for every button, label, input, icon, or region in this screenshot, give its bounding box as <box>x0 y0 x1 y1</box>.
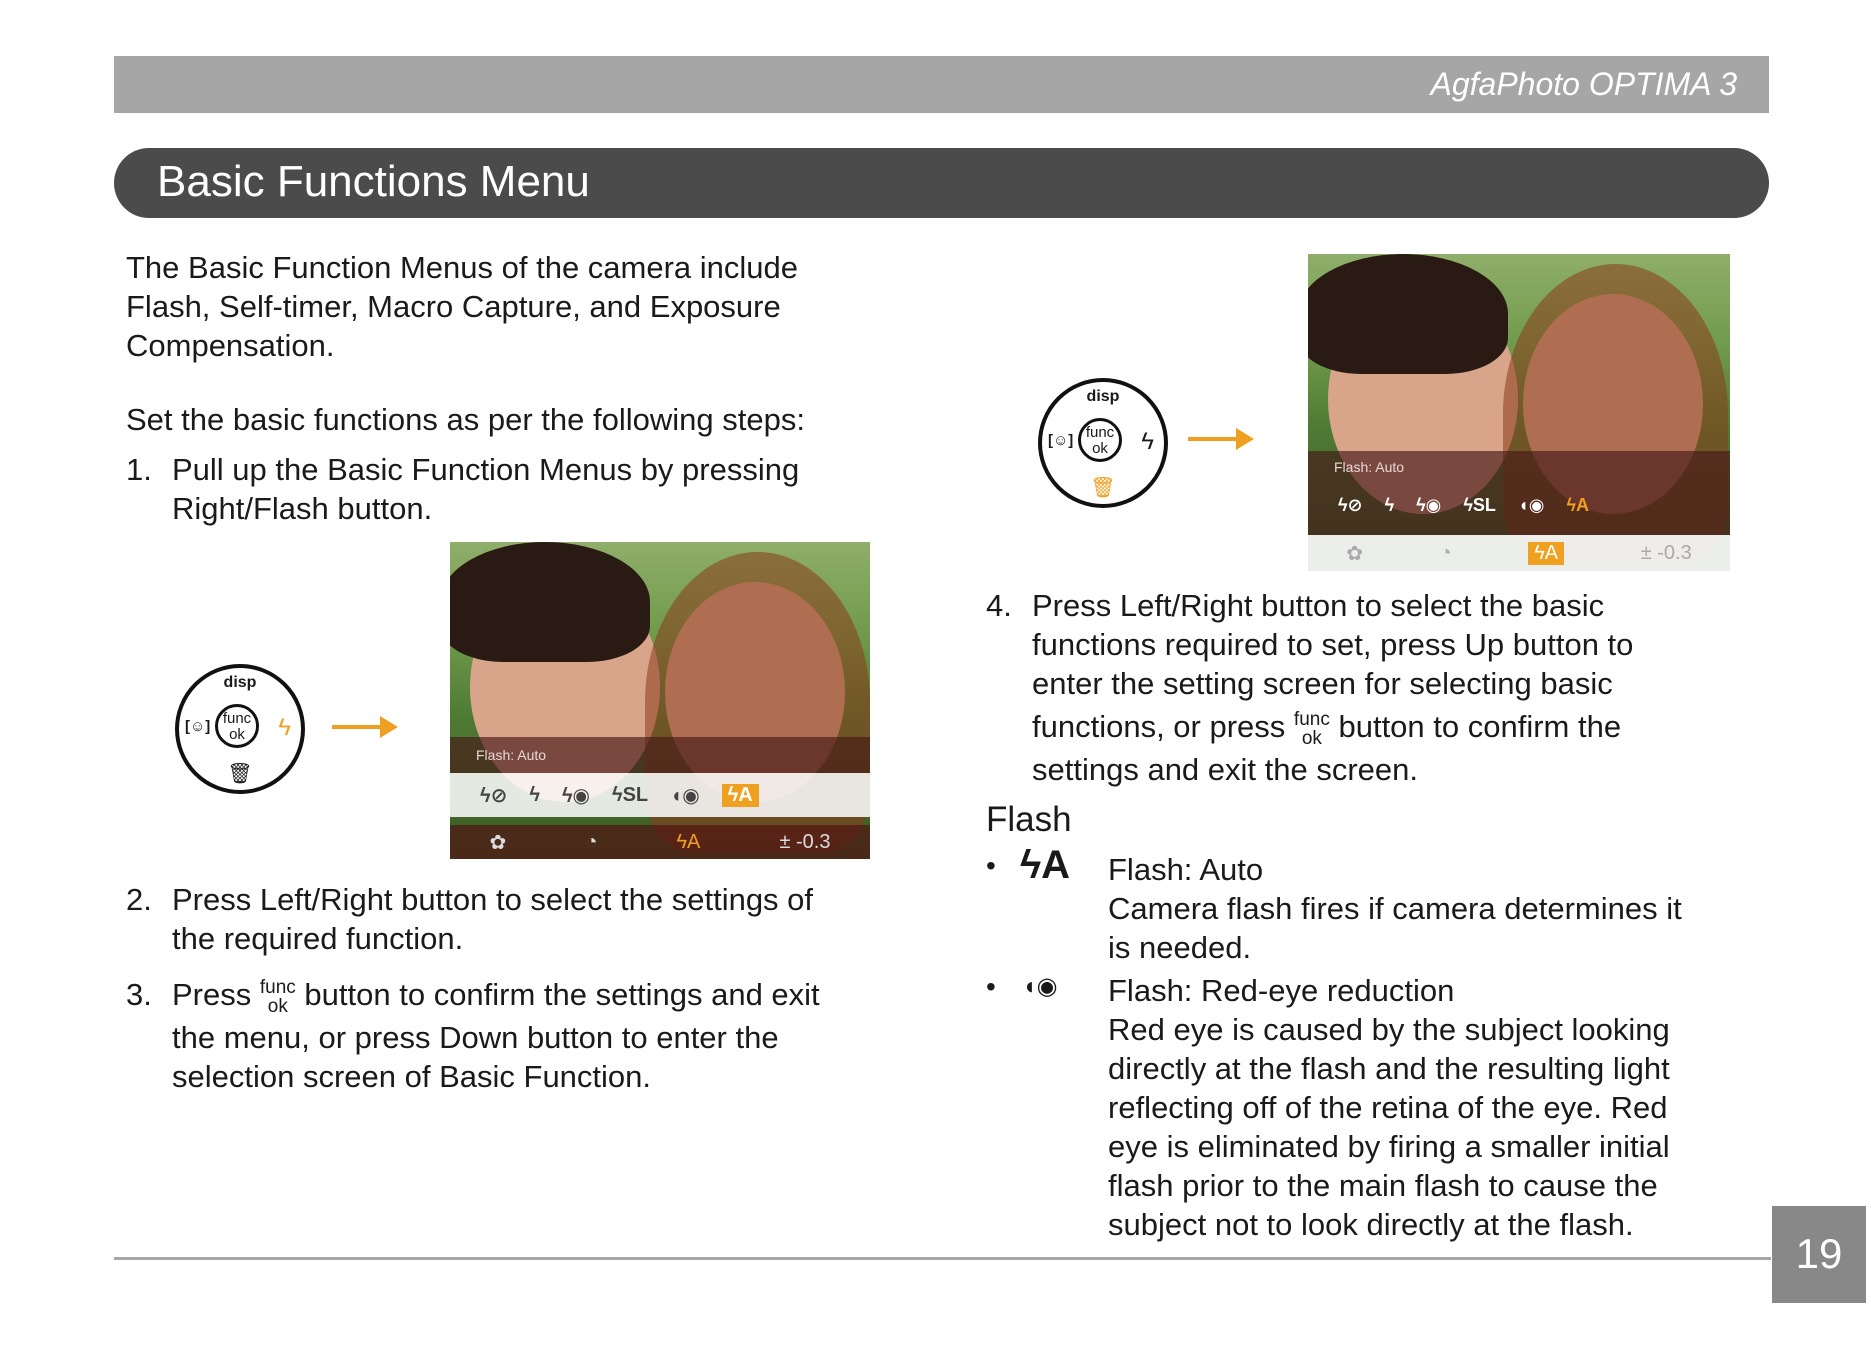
function-bar <box>1308 535 1730 571</box>
func-ok-label: func ok <box>259 976 296 1017</box>
flash-heading: Flash <box>986 800 1072 839</box>
arrow-right-icon <box>330 712 400 742</box>
macro-icon: ✿ <box>489 831 507 854</box>
func-ok-button-icon: func ok <box>215 704 259 748</box>
step-1-line-1: Pull up the Basic Function Menus by pressing <box>172 452 800 487</box>
intro-line-2: Flash, Self-timer, Macro Capture, and Exposure <box>126 289 781 324</box>
flash-auto-desc-2: is needed. <box>1108 930 1252 965</box>
hair <box>1308 254 1508 374</box>
flash-auto-icon: ϟA <box>676 830 701 853</box>
intro-line-3: Compensation. <box>126 328 335 363</box>
flash-mode-label: Flash: Auto <box>476 747 547 763</box>
camera-dial-2 <box>1038 378 1168 508</box>
flash-auto-icon: ϟA <box>1566 494 1590 515</box>
flash-forced-icon: ϟ <box>1384 494 1395 515</box>
flash-auto-title: Flash: Auto <box>1108 852 1264 887</box>
arrow-right-icon <box>1186 424 1256 454</box>
flash-redeye-icon: ϟ◉ <box>1416 494 1442 515</box>
flash-off-icon: ϟ⊘ <box>480 784 508 807</box>
step-3-number: 3. <box>126 977 152 1012</box>
page-number-box <box>1772 1206 1866 1303</box>
flash-auto-icon: ϟA <box>1528 542 1564 565</box>
steps-lead: Set the basic functions as per the following steps: <box>126 402 805 437</box>
exposure-icon: ± -0.3 <box>779 830 831 853</box>
flash-auto-icon: ϟA <box>1020 843 1071 887</box>
bullet: • <box>986 850 996 881</box>
step-4-line-4: functions, or press func ok button to confirm the <box>1032 708 1622 749</box>
redeye-desc-1: Red eye is caused by the subject looking <box>1108 1012 1670 1047</box>
flash-mode-label: Flash: Auto <box>1334 459 1405 475</box>
trash-icon: 🗑 <box>227 763 253 785</box>
step-2-line-1: Press Left/Right button to select the settings of <box>172 882 814 917</box>
redeye-desc-5: flash prior to the main flash to cause the <box>1108 1168 1658 1203</box>
footer-rule <box>114 1257 1771 1260</box>
flash-redeye-icon: ϟ◉ <box>561 784 590 807</box>
redeye-reduction-icon: ◖◉ <box>1022 973 1058 1000</box>
header-bar <box>114 56 1769 113</box>
redeye-reduction-icon: ◖◉ <box>670 784 700 807</box>
flash-slow-sync-icon: ϟSL <box>611 783 649 806</box>
intro-line-1: The Basic Function Menus of the camera include <box>126 250 799 285</box>
step-1-number: 1. <box>126 452 152 487</box>
dial-disp-label: disp <box>223 674 257 691</box>
flash-auto-icon: ϟA <box>722 784 759 807</box>
dial-disp-label: disp <box>1086 388 1120 405</box>
func-ok-button-icon: func ok <box>1078 418 1122 462</box>
camera-screen-photo-2 <box>1308 254 1730 571</box>
self-timer-icon: ◔ <box>1439 541 1452 564</box>
func-ok-label: func ok <box>1293 708 1330 749</box>
step-3-line-3: selection screen of Basic Function. <box>172 1059 652 1094</box>
step-4-line-3: enter the setting screen for selecting basic <box>1032 666 1613 701</box>
menu-label-band <box>450 737 870 773</box>
exposure-icon: ± -0.3 <box>1640 541 1692 564</box>
flash-mode-row <box>450 773 870 817</box>
step-4-number: 4. <box>986 588 1012 623</box>
flash-mode-row <box>1308 485 1730 525</box>
step-3-line-2: the menu, or press Down button to enter the <box>172 1020 779 1055</box>
self-timer-icon: ◔ <box>585 830 598 853</box>
function-bar <box>450 825 870 859</box>
step-4-line-2: functions required to set, press Up button to <box>1032 627 1634 662</box>
step-3-line-1: Press func ok button to confirm the settings and exit <box>172 976 820 1017</box>
page-title: Basic Functions Menu <box>157 157 590 206</box>
hair <box>450 542 650 662</box>
redeye-reduction-icon: ◖◉ <box>1517 494 1545 515</box>
flash-off-icon: ϟ⊘ <box>1338 494 1363 515</box>
section-title-bar <box>114 148 1769 218</box>
step-2-line-2: the required function. <box>172 921 464 956</box>
trash-icon: 🗑 <box>1090 477 1116 499</box>
redeye-desc-6: subject not to look directly at the flash. <box>1108 1207 1634 1242</box>
redeye-desc-2: directly at the flash and the resulting light <box>1108 1051 1670 1086</box>
step-1-line-2: Right/Flash button. <box>172 491 433 526</box>
flash-forced-icon: ϟ <box>529 783 540 806</box>
brand-name: AgfaPhoto OPTIMA 3 <box>1430 66 1737 102</box>
redeye-title: Flash: Red-eye reduction <box>1108 973 1455 1008</box>
step-4-line-5: settings and exit the screen. <box>1032 752 1419 787</box>
step-4-line-1: Press Left/Right button to select the basic <box>1032 588 1605 623</box>
flash-icon: ϟ <box>1141 428 1154 455</box>
step-2-number: 2. <box>126 882 152 917</box>
camera-dial-1 <box>175 664 305 794</box>
macro-icon: ✿ <box>1346 542 1364 565</box>
bullet: • <box>986 971 996 1002</box>
macro-icon: [☺] <box>1048 432 1074 449</box>
macro-icon: [☺] <box>185 718 211 735</box>
redeye-desc-3: reflecting off of the retina of the eye. Red <box>1108 1090 1668 1125</box>
flash-icon: ϟ <box>278 714 291 741</box>
camera-screen-photo-1 <box>450 542 870 859</box>
flash-menu-overlay <box>1308 451 1730 535</box>
flash-auto-desc-1: Camera flash fires if camera determines it <box>1108 891 1682 926</box>
page-number: 19 <box>1795 1230 1843 1277</box>
redeye-desc-4: eye is eliminated by firing a smaller initial <box>1108 1129 1670 1164</box>
flash-slow-sync-icon: ϟSL <box>1463 494 1496 515</box>
